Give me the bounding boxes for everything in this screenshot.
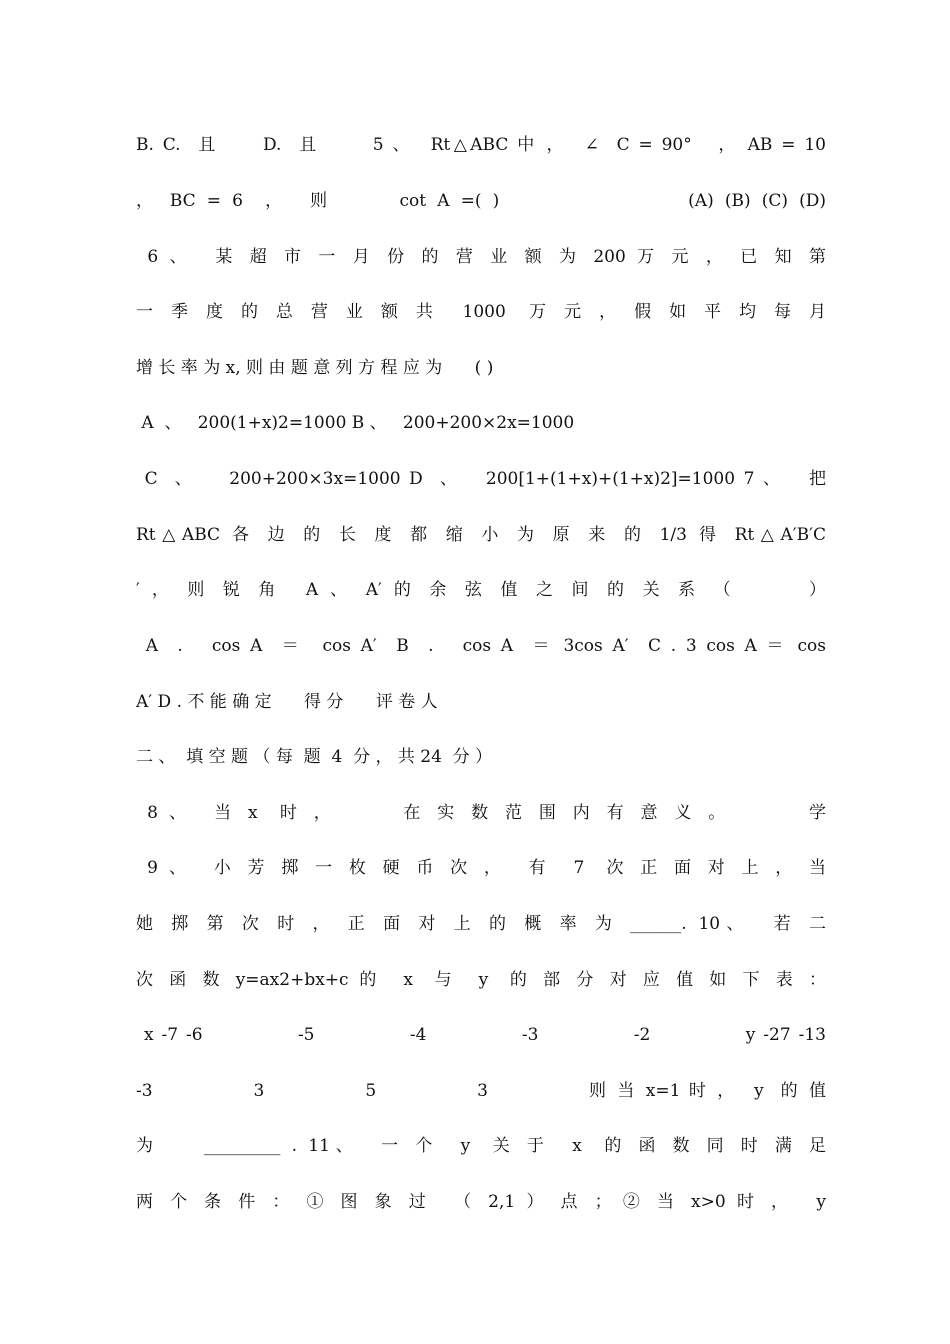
text-line-4: 一 季 度 的 总 营 业 额 共 1000 万 元 ， 假 如 平 均 每 月 [136, 302, 826, 322]
text-line-17: x -7 -6 -5 -4 -3 -2 y -27 -13 [136, 1025, 826, 1045]
text-line-5: 增 长 率 为 x, 则 由 题 意 列 方 程 应 为 ( ) [136, 358, 494, 378]
text-line-11: A′ D . 不 能 确 定 得 分 评 卷 人 [136, 692, 438, 712]
text-line-12: 二 、 填 空 题 （ 每 题 4 分 ， 共 24 分 ） [136, 747, 493, 767]
text-line-18: -3 3 5 3 则 当 x=1 时 ， y 的 值 [136, 1081, 826, 1101]
text-line-9: ′ ， 则 锐 角 A 、 A′ 的 余 弦 值 之 间 的 关 系 （ ） [136, 580, 826, 600]
text-line-8: Rt△ABC 各 边 的 长 度 都 缩 小 为 原 来 的 1/3 得 Rt△A′B′C [136, 525, 826, 545]
text-line-6: A 、 200(1+x)2=1000 B 、 200+200×2x=1000 [136, 413, 575, 433]
text-line-2: ， BC = 6 ， 则 cot A =( ) (A) (B) (C) (D) [136, 191, 826, 211]
text-line-16: 次 函 数 y=ax2+bx+c 的 x 与 y 的 部 分 对 应 值 如 下 表 ： [136, 970, 826, 990]
text-line-13: 8 、 当 x 时 ， 在 实 数 范 围 内 有 意 义 。 学 [136, 803, 826, 823]
text-line-7: C 、 200+200×3x=1000 D 、 200[1+(1+x)+(1+x)2]=1000 7 、 把 [136, 469, 826, 489]
text-line-14: 9 、 小 芳 掷 一 枚 硬 币 次 ， 有 7 次 正 面 对 上 ， 当 [136, 858, 826, 878]
text-line-1: B. C. 且 D. 且 5 、 Rt△ABC 中 ， ∠ C = 90° ， AB = 10 [136, 135, 826, 155]
text-line-15: 她 掷 第 次 时 ， 正 面 对 上 的 概 率 为 ______. 10、 若 二 [136, 914, 826, 934]
text-line-19: 为 _________ . 11、 一 个 y 关 于 x 的 函 数 同 时 满 足 [136, 1136, 826, 1156]
text-line-10: A . cos A ＝ cos A′ B . cos A ＝ 3cos A′ C . 3 cos A ＝ cos [136, 636, 826, 656]
text-line-20: 两 个 条 件 ： ① 图 象 过 （ 2,1 ） 点 ； ② 当 x>0 时 ， y [136, 1192, 826, 1212]
text-line-3: 6 、 某 超 市 一 月 份 的 营 业 额 为 200 万 元 ， 已 知 第 [136, 247, 826, 267]
